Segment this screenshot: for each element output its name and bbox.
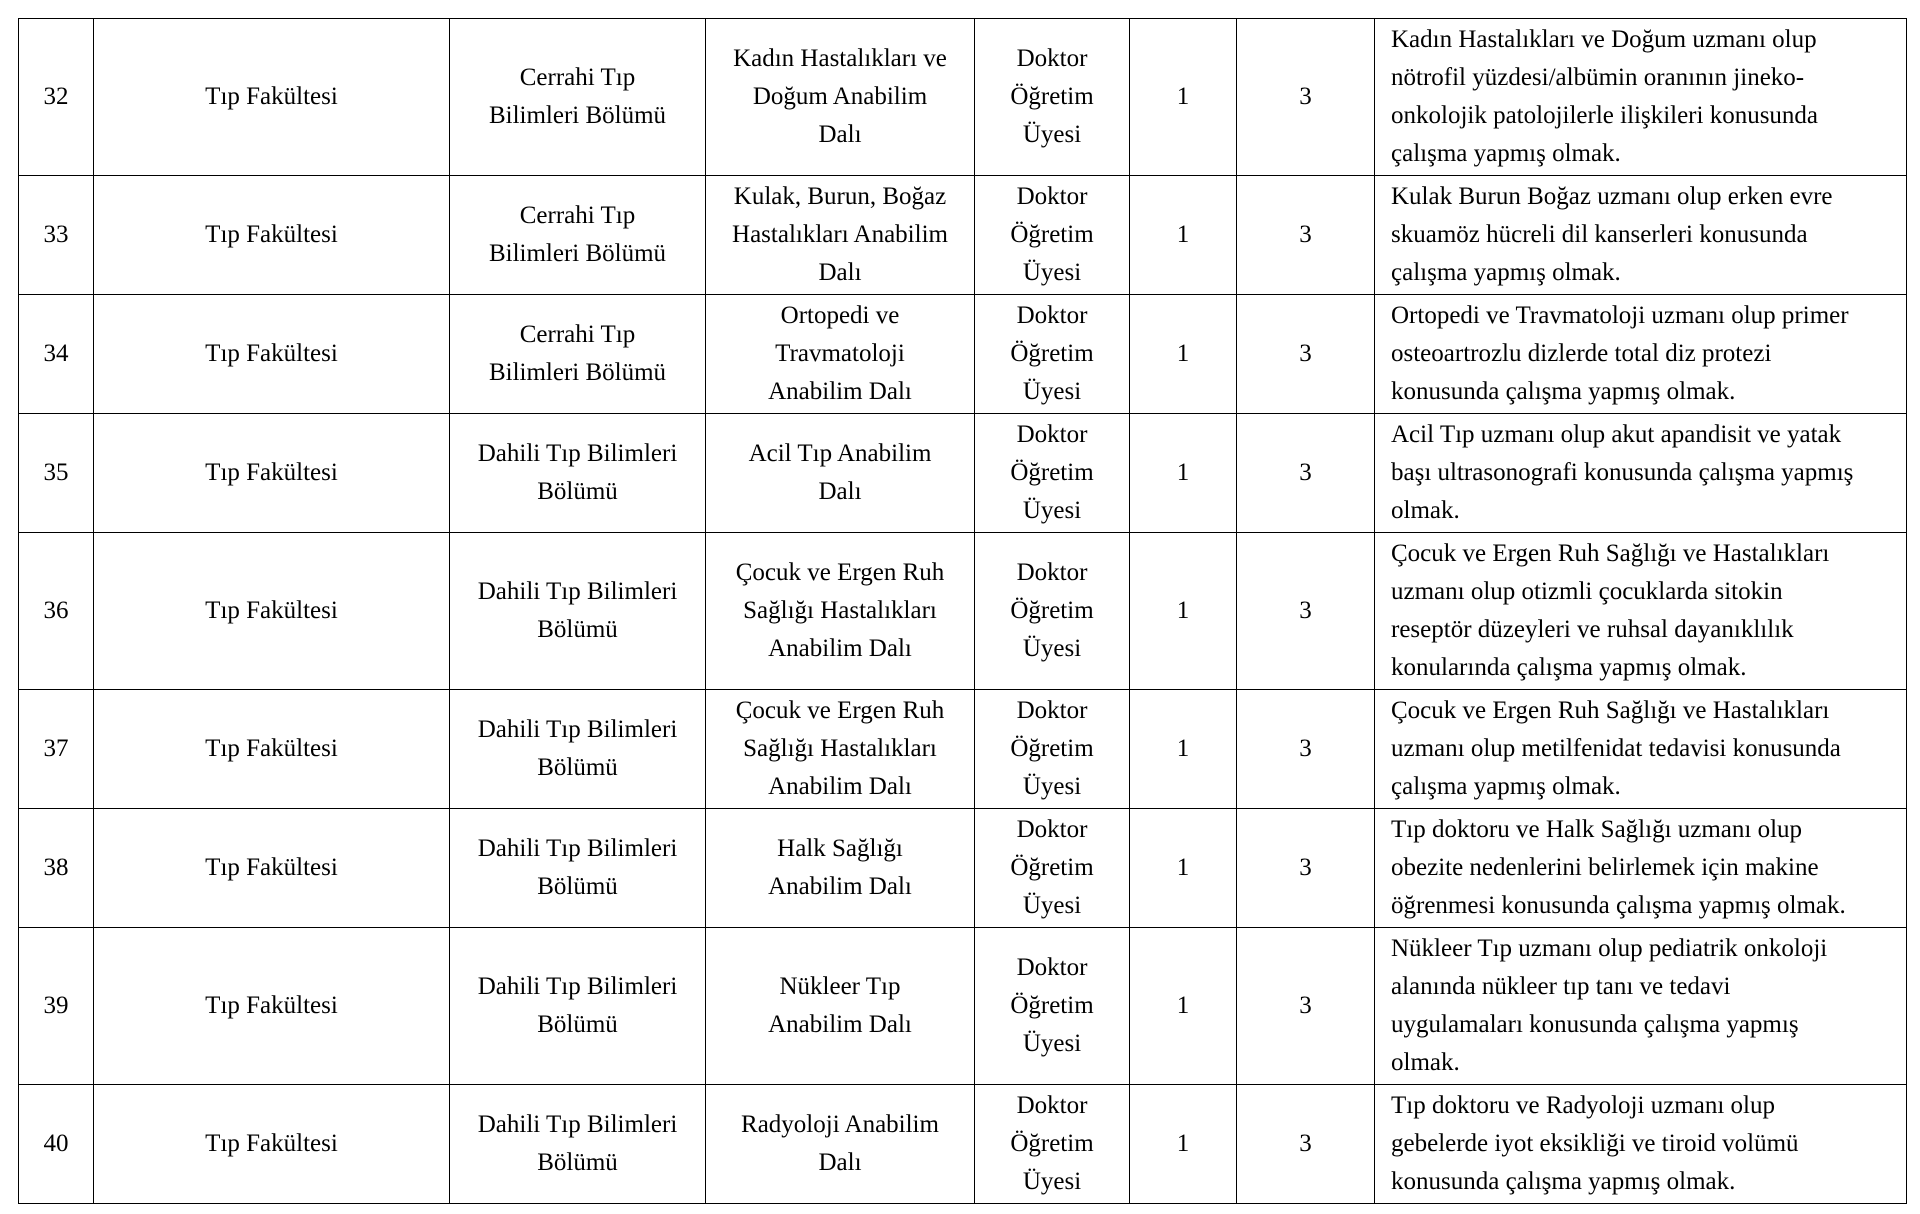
- title-cell: Doktor Öğretim Üyesi: [975, 176, 1130, 295]
- degree-cell: 3: [1237, 1085, 1375, 1204]
- degree-cell: 3: [1237, 176, 1375, 295]
- position-count-cell: 1: [1130, 928, 1237, 1085]
- requirement-cell: Tıp doktoru ve Radyoloji uzmanı olup gebelerde iyot eksikliği ve tiroid volümü konusunda çalışma yapmış olmak.: [1375, 1085, 1907, 1204]
- title-cell: Doktor Öğretim Üyesi: [975, 19, 1130, 176]
- degree-cell: 3: [1237, 295, 1375, 414]
- department-cell: Dahili Tıp Bilimleri Bölümü: [450, 1085, 706, 1204]
- department-cell: Dahili Tıp Bilimleri Bölümü: [450, 533, 706, 690]
- position-count-cell: 1: [1130, 19, 1237, 176]
- position-count-cell: 1: [1130, 295, 1237, 414]
- faculty-cell: Tıp Fakültesi: [94, 928, 450, 1085]
- requirement-cell: Kadın Hastalıkları ve Doğum uzmanı olup nötrofil yüzdesi/albümin oranının jineko- onkolojik patolojilerle ilişkileri konusunda çalışma yapmış olmak.: [1375, 19, 1907, 176]
- positions-table: [18, 18, 1907, 1204]
- department-cell: Cerrahi Tıp Bilimleri Bölümü: [450, 19, 706, 176]
- department-cell: Dahili Tıp Bilimleri Bölümü: [450, 928, 706, 1085]
- faculty-cell: Tıp Fakültesi: [94, 809, 450, 928]
- degree-cell: 3: [1237, 533, 1375, 690]
- title-cell: Doktor Öğretim Üyesi: [975, 414, 1130, 533]
- degree-cell: 3: [1237, 809, 1375, 928]
- faculty-cell: Tıp Fakültesi: [94, 1085, 450, 1204]
- department-cell: Dahili Tıp Bilimleri Bölümü: [450, 690, 706, 809]
- title-cell: Doktor Öğretim Üyesi: [975, 1085, 1130, 1204]
- department-cell: Cerrahi Tıp Bilimleri Bölümü: [450, 176, 706, 295]
- row-number: 37: [19, 690, 94, 809]
- requirement-cell: Acil Tıp uzmanı olup akut apandisit ve yatak başı ultrasonografi konusunda çalışma yapmış olmak.: [1375, 414, 1907, 533]
- title-cell: Doktor Öğretim Üyesi: [975, 809, 1130, 928]
- division-cell: Kadın Hastalıkları ve Doğum Anabilim Dalı: [706, 19, 975, 176]
- row-number: 36: [19, 533, 94, 690]
- position-count-cell: 1: [1130, 690, 1237, 809]
- department-cell: Dahili Tıp Bilimleri Bölümü: [450, 414, 706, 533]
- division-cell: Çocuk ve Ergen Ruh Sağlığı Hastalıkları Anabilim Dalı: [706, 690, 975, 809]
- position-count-cell: 1: [1130, 533, 1237, 690]
- degree-cell: 3: [1237, 19, 1375, 176]
- title-cell: Doktor Öğretim Üyesi: [975, 928, 1130, 1085]
- row-number: 34: [19, 295, 94, 414]
- table-row: [19, 1085, 1907, 1204]
- row-number: 38: [19, 809, 94, 928]
- division-cell: Çocuk ve Ergen Ruh Sağlığı Hastalıkları Anabilim Dalı: [706, 533, 975, 690]
- table-row: [19, 928, 1907, 1085]
- requirement-cell: Ortopedi ve Travmatoloji uzmanı olup primer osteoartrozlu dizlerde total diz protezi konusunda çalışma yapmış olmak.: [1375, 295, 1907, 414]
- department-cell: Dahili Tıp Bilimleri Bölümü: [450, 809, 706, 928]
- division-cell: Nükleer Tıp Anabilim Dalı: [706, 928, 975, 1085]
- position-count-cell: 1: [1130, 176, 1237, 295]
- title-cell: Doktor Öğretim Üyesi: [975, 295, 1130, 414]
- requirement-cell: Kulak Burun Boğaz uzmanı olup erken evre skuamöz hücreli dil kanserleri konusunda çalışma yapmış olmak.: [1375, 176, 1907, 295]
- title-cell: Doktor Öğretim Üyesi: [975, 533, 1130, 690]
- row-number: 33: [19, 176, 94, 295]
- table-row: [19, 19, 1907, 176]
- row-number: 32: [19, 19, 94, 176]
- table-row: [19, 690, 1907, 809]
- degree-cell: 3: [1237, 928, 1375, 1085]
- division-cell: Halk Sağlığı Anabilim Dalı: [706, 809, 975, 928]
- division-cell: Acil Tıp Anabilim Dalı: [706, 414, 975, 533]
- division-cell: Kulak, Burun, Boğaz Hastalıkları Anabilim Dalı: [706, 176, 975, 295]
- row-number: 35: [19, 414, 94, 533]
- requirement-cell: Çocuk ve Ergen Ruh Sağlığı ve Hastalıkları uzmanı olup otizmli çocuklarda sitokin reseptör düzeyleri ve ruhsal dayanıklılık konularında çalışma yapmış olmak.: [1375, 533, 1907, 690]
- faculty-cell: Tıp Fakültesi: [94, 19, 450, 176]
- table-row: [19, 809, 1907, 928]
- degree-cell: 3: [1237, 414, 1375, 533]
- table-row: [19, 295, 1907, 414]
- division-cell: Ortopedi ve Travmatoloji Anabilim Dalı: [706, 295, 975, 414]
- positions-table-body: [19, 19, 1907, 1204]
- division-cell: Radyoloji Anabilim Dalı: [706, 1085, 975, 1204]
- faculty-cell: Tıp Fakültesi: [94, 690, 450, 809]
- row-number: 40: [19, 1085, 94, 1204]
- faculty-cell: Tıp Fakültesi: [94, 176, 450, 295]
- requirement-cell: Tıp doktoru ve Halk Sağlığı uzmanı olup obezite nedenlerini belirlemek için makine öğrenmesi konusunda çalışma yapmış olmak.: [1375, 809, 1907, 928]
- table-row: [19, 533, 1907, 690]
- degree-cell: 3: [1237, 690, 1375, 809]
- department-cell: Cerrahi Tıp Bilimleri Bölümü: [450, 295, 706, 414]
- position-count-cell: 1: [1130, 414, 1237, 533]
- title-cell: Doktor Öğretim Üyesi: [975, 690, 1130, 809]
- position-count-cell: 1: [1130, 809, 1237, 928]
- faculty-cell: Tıp Fakültesi: [94, 533, 450, 690]
- table-row: [19, 176, 1907, 295]
- requirement-cell: Çocuk ve Ergen Ruh Sağlığı ve Hastalıkları uzmanı olup metilfenidat tedavisi konusunda çalışma yapmış olmak.: [1375, 690, 1907, 809]
- table-row: [19, 414, 1907, 533]
- row-number: 39: [19, 928, 94, 1085]
- faculty-cell: Tıp Fakültesi: [94, 295, 450, 414]
- faculty-cell: Tıp Fakültesi: [94, 414, 450, 533]
- requirement-cell: Nükleer Tıp uzmanı olup pediatrik onkoloji alanında nükleer tıp tanı ve tedavi uygulamaları konusunda çalışma yapmış olmak.: [1375, 928, 1907, 1085]
- position-count-cell: 1: [1130, 1085, 1237, 1204]
